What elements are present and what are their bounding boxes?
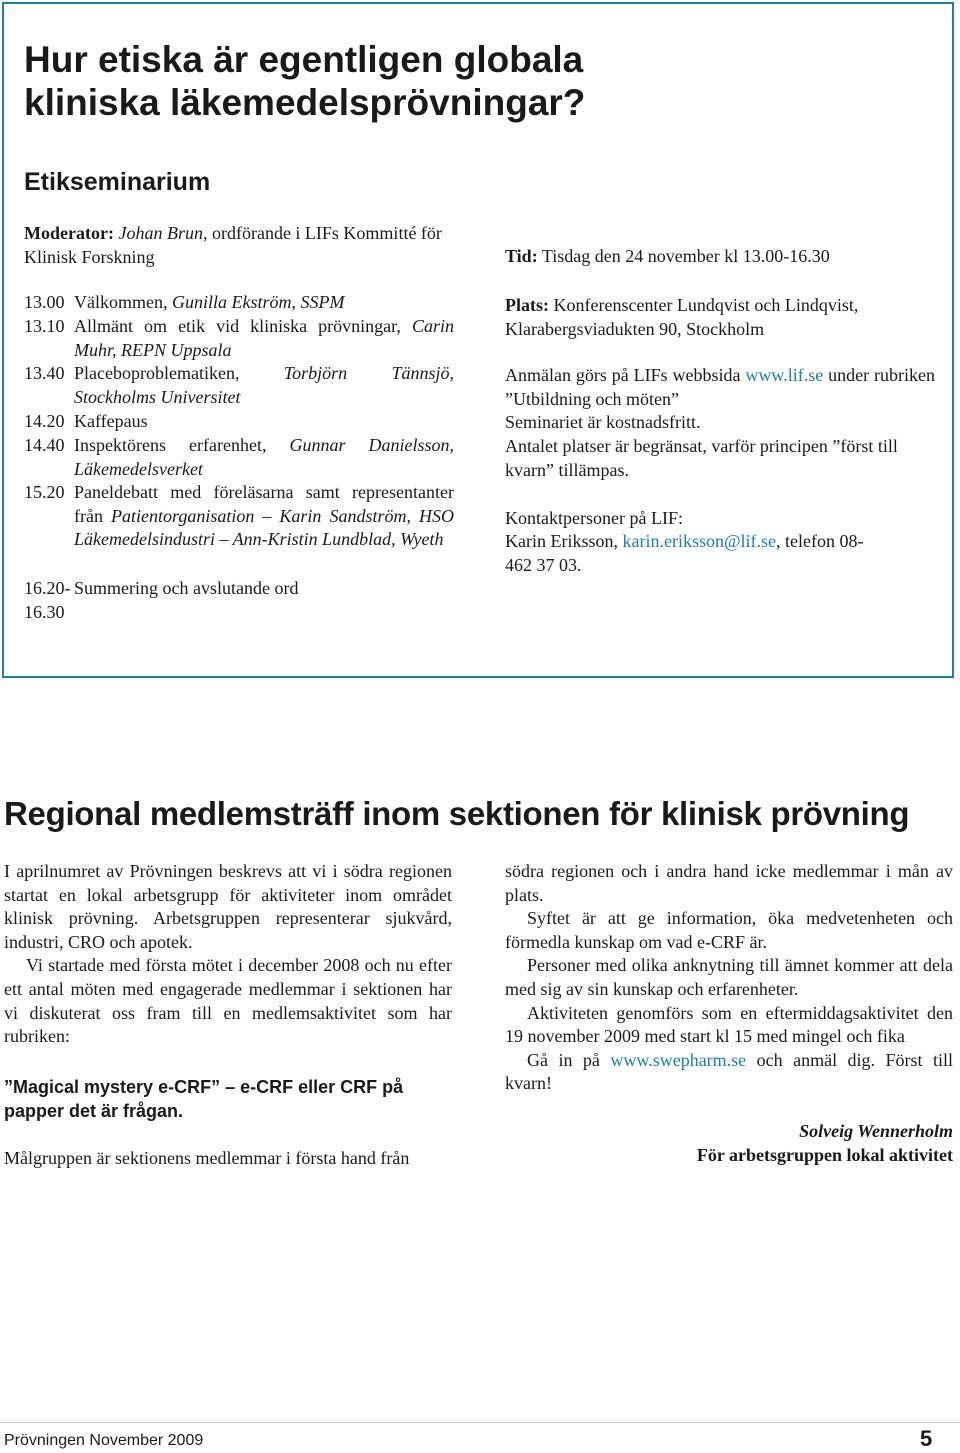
- visit-pre: Gå in på: [527, 1049, 611, 1070]
- article-headline: ”Magical mystery e-CRF” – e-CRF eller CRF på papper det är frågan.: [4, 1076, 404, 1121]
- program-time: 14.20: [24, 411, 65, 431]
- place-label: Plats:: [505, 295, 549, 315]
- program-text: Paneldebatt med föreläsarna samt representanter från: [74, 482, 454, 526]
- article-title: Regional medlemsträff inom sektionen för klinisk prövning: [4, 795, 910, 832]
- signup-pre: Anmälan görs på LIFs webbsida: [505, 365, 746, 385]
- program-speaker: Gunnar Danielsson, Läkemedelsverket: [74, 435, 454, 479]
- moderator-line: [24, 222, 454, 269]
- free-text: Seminariet är kostnadsfritt.: [505, 412, 701, 432]
- limited-text: Antalet platser är begränsat, varför principen ”först till kvarn” tillämpas.: [505, 436, 898, 480]
- moderator-rest: ordförande i LIFs Kommitté för Klinisk Forskning: [24, 223, 442, 267]
- program-item: [24, 434, 454, 482]
- article-right-column: [505, 860, 953, 1167]
- program-item: [24, 577, 454, 625]
- contact-name: Karin Eriksson,: [505, 531, 623, 551]
- program-text: Placeboproblematiken,: [74, 363, 284, 383]
- program-text: Inspektörens erfarenhet,: [74, 435, 290, 455]
- page-number: 5: [920, 1426, 933, 1451]
- article-left-column: [4, 860, 452, 1170]
- article-paragraph: Målgruppen är sektionens medlemmar i första hand från: [4, 1147, 410, 1168]
- lif-link[interactable]: www.lif.se: [745, 365, 824, 385]
- program-speaker: Gunilla Ekström, SSPM: [171, 292, 345, 312]
- article-paragraph: Personer med olika anknytning till ämnet kommer att dela med sig av sin kunskap och erfarenheter.: [505, 955, 953, 999]
- program-text: Allmänt om etik vid kliniska prövningar,: [74, 316, 412, 336]
- signup-text: [505, 364, 935, 411]
- article-paragraph: [505, 1049, 953, 1096]
- program-text: Summering och avslutande ord: [74, 578, 299, 598]
- program-time: 15.20: [24, 482, 65, 502]
- moderator-label: Moderator:: [24, 223, 114, 243]
- signature-name: Solveig Wennerholm: [799, 1120, 953, 1141]
- signature-group: För arbetsgruppen lokal aktivitet: [696, 1144, 953, 1165]
- program-item: [24, 315, 454, 363]
- time-value: Tisdag den 24 november kl 13.00-16.30: [541, 246, 830, 266]
- seminar-time: [505, 245, 935, 269]
- article-paragraph: I aprilnumret av Prövningen beskrevs att vi i södra regionen startat en lokal arbetsgrupp för aktiviteter inom området klinisk prövning. Arbetsgruppen representerar sjukvård, industri, CRO och apotek.: [4, 861, 452, 952]
- article-paragraph: Syftet är att ge information, öka medvetenheten och förmedla kunskap om vad e-CRF är.: [505, 908, 953, 952]
- article-paragraph: södra regionen och i andra hand icke medlemmar i mån av plats.: [505, 861, 953, 905]
- program-item: [24, 362, 454, 410]
- footer-rule: [0, 1422, 960, 1423]
- contact-email[interactable]: karin.eriksson@lif.se: [622, 531, 777, 551]
- seminar-subtitle: Etikseminarium: [24, 168, 211, 196]
- swepharm-link[interactable]: www.swepharm.se: [610, 1049, 747, 1070]
- program-speaker: Patientorganisation – Karin Sandström, HSO Läkemedelsindustri – Ann-Kristin Lundblad, Wyeth: [74, 505, 454, 550]
- program-text: Kaffepaus: [74, 411, 148, 431]
- seminar-title: Hur etiska är egentligen globala kliniska läkemedelsprövningar?: [24, 39, 586, 123]
- visit-post: och anmäl dig. Först till kvarn!: [505, 1049, 953, 1094]
- seminar-place: [505, 294, 935, 341]
- program-item: [24, 410, 454, 434]
- program-speaker: Torbjörn Tännsjö, Stockholms Universitet: [74, 363, 454, 407]
- contact-phone: , telefon 08-462 37 03.: [505, 531, 864, 575]
- program-time: 16.20-16.30: [24, 578, 71, 622]
- program-text: Välkommen,: [74, 292, 172, 312]
- program-item: [24, 481, 454, 577]
- place-value: Konferenscenter Lundqvist och Lindqvist, Klarabergsviadukten 90, Stockholm: [505, 295, 859, 339]
- contact-label: Kontaktpersoner på LIF:: [505, 508, 683, 528]
- moderator-name: Johan Brun,: [118, 223, 208, 243]
- contact-line: [505, 530, 885, 577]
- footer-publication: Prövningen November 2009: [4, 1432, 204, 1449]
- program-item: [24, 291, 454, 315]
- program-speaker: Carin Muhr, REPN Uppsala: [74, 316, 454, 360]
- program-time: 13.00: [24, 292, 65, 312]
- time-label: Tid:: [505, 246, 538, 266]
- article-paragraph: Aktiviteten genomförs som en eftermiddagsaktivitet den 19 november 2009 med start kl 15 med mingel och fika: [505, 1002, 953, 1047]
- signup-post: under rubriken ”Utbildning och möten”: [505, 365, 935, 409]
- program-time: 14.40: [24, 435, 65, 455]
- article-paragraph: Vi startade med första mötet i december 2008 och nu efter ett antal möten med engagerade medlemmar i sektionen har vi diskuterat oss fram till en medlemsaktivitet som har rubriken:: [4, 955, 452, 1047]
- program-time: 13.10: [24, 316, 65, 336]
- program-time: 13.40: [24, 363, 65, 383]
